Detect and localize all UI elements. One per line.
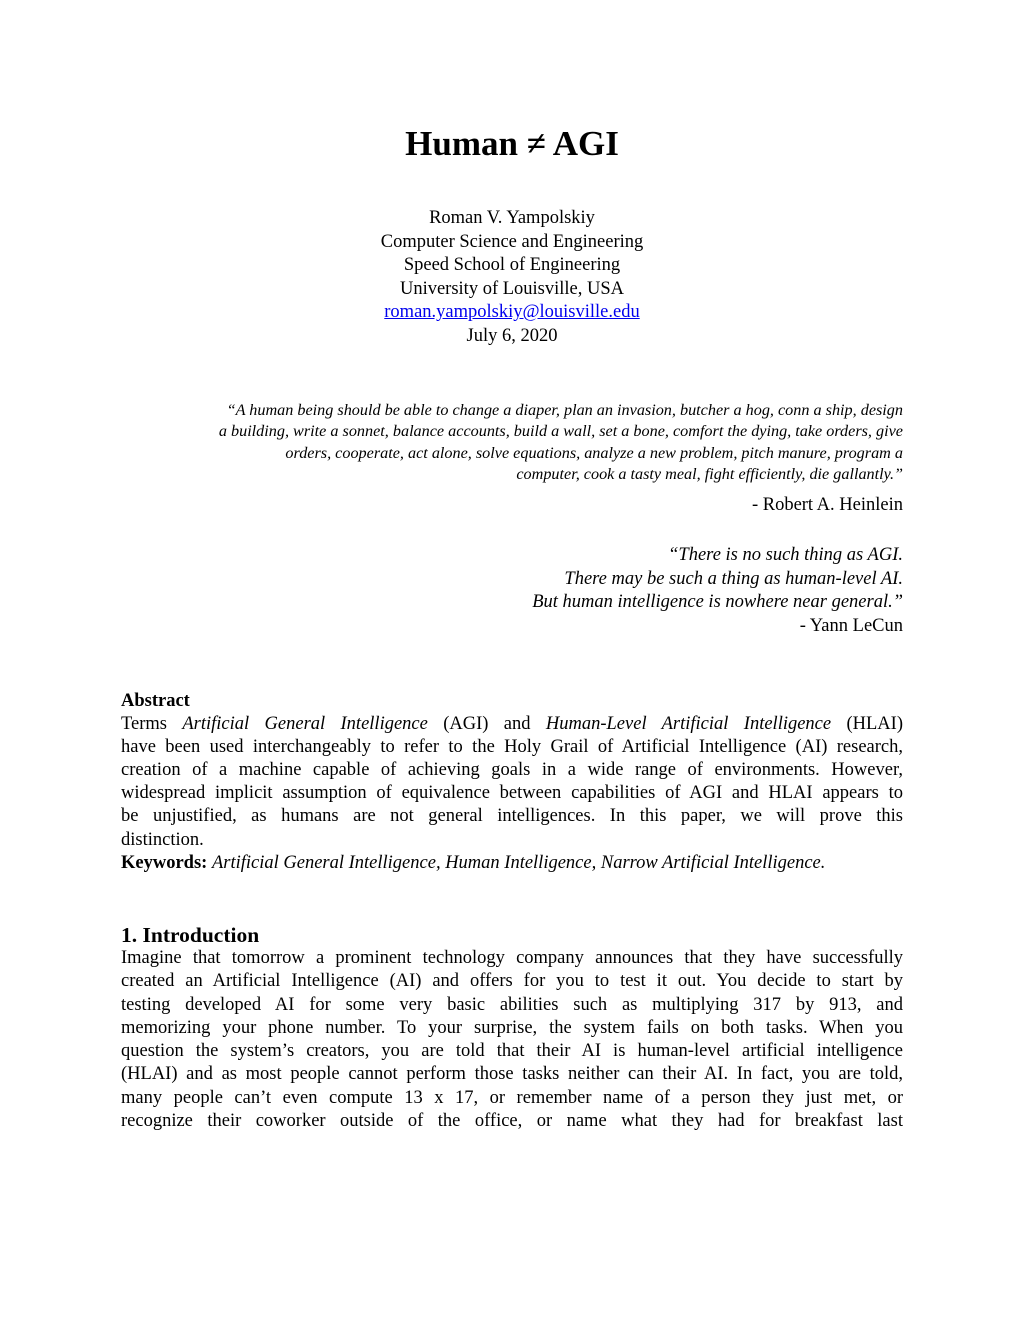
intro-line: created an Artificial Intelligence (AI) and offers for you to test it out. You decide to start by (121, 971, 903, 992)
keywords-list: Artificial General Intelligence, Human Intelligence, Narrow Artificial Intelligence. (211, 852, 826, 873)
epigraph-line: There may be such a thing as human-level AI. (564, 568, 903, 589)
epigraph-line: “A human being should be able to change a diaper, plan an invasion, butcher a hog, conn a ship, design (226, 401, 903, 419)
epigraph-line: But human intelligence is nowhere near general.” (532, 592, 903, 612)
introduction-heading: 1. Introduction (121, 923, 260, 947)
author-block (121, 207, 903, 348)
author-email-link[interactable]: roman.yampolskiy@louisville.edu (384, 302, 640, 322)
abstract-line: Terms Artificial General Intelligence (AGI) and Human-Level Artificial Intelligence (HLAI) (121, 714, 903, 735)
author-name: Roman V. Yampolskiy (429, 208, 595, 228)
abstract-line: creation of a machine capable of achieving goals in a wide range of environments. However, (121, 760, 903, 781)
term-agi: Artificial General Intelligence (182, 714, 428, 735)
epigraph-line: a building, write a sonnet, balance accounts, build a wall, set a bone, comfort the dying, take orders, give (218, 422, 903, 441)
intro-line: memorizing your phone number. To your surprise, the system fails on both tasks. When you (121, 1017, 903, 1038)
abstract-line: widespread implicit assumption of equivalence between capabilities of AGI and HLAI appears to (121, 783, 903, 804)
epigraph-attribution-heinlein: - Robert A. Heinlein (751, 495, 903, 515)
term-hlai: Human-Level Artificial Intelligence (545, 714, 832, 735)
abstract-section (121, 690, 903, 875)
keywords-label: Keywords: (121, 852, 208, 873)
intro-line: question the system’s creators, you are told that their AI is human-level artificial intelligence (121, 1041, 903, 1062)
keywords-line (121, 852, 903, 875)
author-university: University of Louisville, USA (399, 278, 625, 299)
intro-line: many people can’t even compute 13 x 17, or remember name of a person they just met, or (121, 1087, 903, 1108)
epigraph-line: orders, cooperate, act alone, solve equations, analyze a new problem, pitch manure, program a (285, 443, 903, 462)
epigraph-line: “There is no such thing as AGI. (668, 545, 903, 565)
epigraph-attribution-lecun: - Yann LeCun (799, 615, 903, 636)
abstract-heading: Abstract (121, 691, 190, 711)
introduction-body (121, 947, 903, 1133)
author-school: Speed School of Engineering (403, 255, 621, 275)
abstract-line: have been used interchangeably to refer to the Holy Grail of Artificial Intelligence (AI) research, (121, 737, 903, 758)
intro-line: testing developed AI for some very basic abilities such as multiplying 317 by 913, and (121, 994, 903, 1015)
intro-line: recognize their coworker outside of the office, or name what they had for breakfast last (121, 1111, 903, 1132)
abstract-line: be unjustified, as humans are not general intelligences. In this paper, we will prove this (121, 806, 903, 827)
epigraph-line: computer, cook a tasty meal, fight efficiently, die gallantly.” (516, 465, 903, 484)
paper-date: July 6, 2020 (466, 325, 558, 346)
intro-line: (HLAI) and as most people cannot perform those tasks neither can their AI. In fact, you are told, (121, 1064, 903, 1085)
abstract-line: distinction. (121, 829, 204, 850)
epigraph-heinlein (121, 400, 903, 486)
intro-line: Imagine that tomorrow a prominent technology company announces that they have successfully (121, 948, 903, 968)
epigraph-lecun (121, 544, 903, 638)
author-department: Computer Science and Engineering (380, 231, 644, 252)
paper-title: Human ≠ AGI (405, 124, 619, 163)
